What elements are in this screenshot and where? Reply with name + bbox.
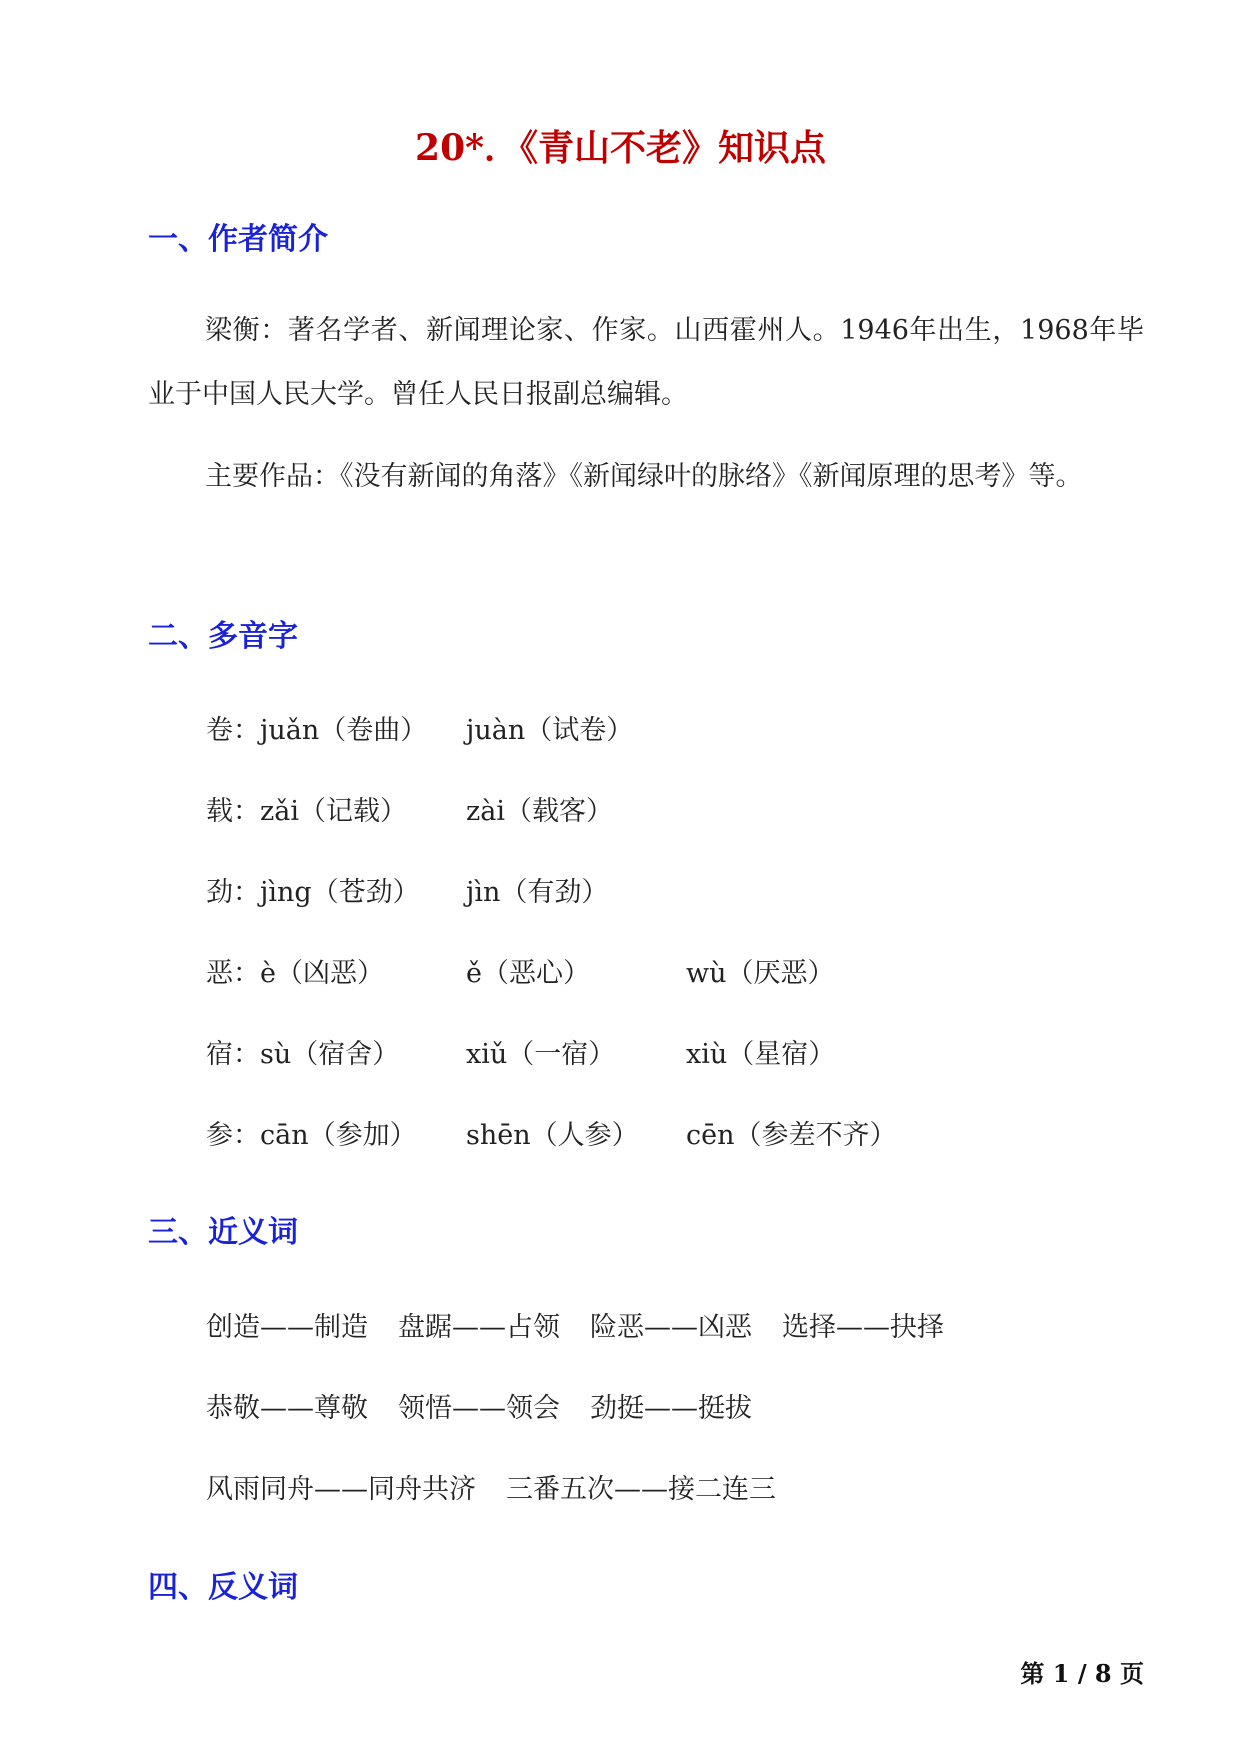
polyphone-reading: è（凶恶） [260,958,384,989]
polyphone-reading: zǎi（记载） [260,796,407,827]
synonym-pair: 领悟——领会 [398,1393,560,1424]
author-works-paragraph: 主要作品：《没有新闻的角落》《新闻绿叶的脉络》《新闻原理的思考》等。 [205,461,1083,492]
synonym-pair: 险恶——凶恶 [590,1312,752,1343]
polyphone-char: 卷： [206,715,260,746]
synonym-pair: 创造——制造 [206,1312,368,1343]
synonym-row [206,1308,974,1348]
polyphone-reading: wù（厌恶） [686,958,835,989]
polyphone-char: 载： [206,796,260,827]
synonym-pair: 风雨同舟——同舟共济 [206,1474,476,1505]
synonym-pair: 劲挺——挺拔 [590,1393,752,1424]
polyphone-reading: ě（恶心） [466,958,590,989]
polyphone-char: 宿： [206,1039,260,1070]
polyphone-reading: jìng（苍劲） [260,877,420,908]
polyphone-reading: jìn（有劲） [466,877,609,908]
polyphone-reading: sù（宿舍） [260,1039,400,1070]
polyphone-reading: cēn（参差不齐） [686,1120,897,1151]
synonym-pair: 恭敬——尊敬 [206,1393,368,1424]
synonym-pair: 盘踞——占领 [398,1312,560,1343]
polyphone-char: 恶： [206,958,260,989]
polyphone-reading: zài（载客） [466,796,613,827]
section-heading-synonyms: 三、近义词 [148,1215,298,1250]
polyphone-char: 劲： [206,877,260,908]
section-heading-author: 一、作者简介 [148,222,328,257]
polyphone-reading: xiǔ（一宿） [466,1039,616,1070]
synonym-pair: 选择——抉择 [782,1312,944,1343]
polyphone-reading: juǎn（卷曲） [260,715,428,746]
polyphone-reading: xiù（星宿） [686,1039,836,1070]
section-heading-polyphones: 二、多音字 [148,619,298,654]
polyphone-reading: cān（参加） [260,1120,417,1151]
synonym-row [206,1389,782,1429]
page-number: 第 1 / 8 页 [1020,1659,1144,1688]
section-heading-antonyms: 四、反义词 [148,1570,298,1605]
polyphone-reading: juàn（试卷） [466,715,634,746]
author-bio-paragraph: 梁衡：著名学者、新闻理论家、作家。山西霍州人。1946年出生，1968年毕业于中国人民大学。曾任人民日报副总编辑。 [148,315,1144,410]
synonym-row [206,1470,806,1510]
polyphone-reading: shēn（人参） [466,1120,639,1151]
synonym-pair: 三番五次——接二连三 [506,1474,776,1505]
polyphone-char: 参： [206,1120,260,1151]
page-title: 20*．《青山不老》知识点 [415,127,826,169]
